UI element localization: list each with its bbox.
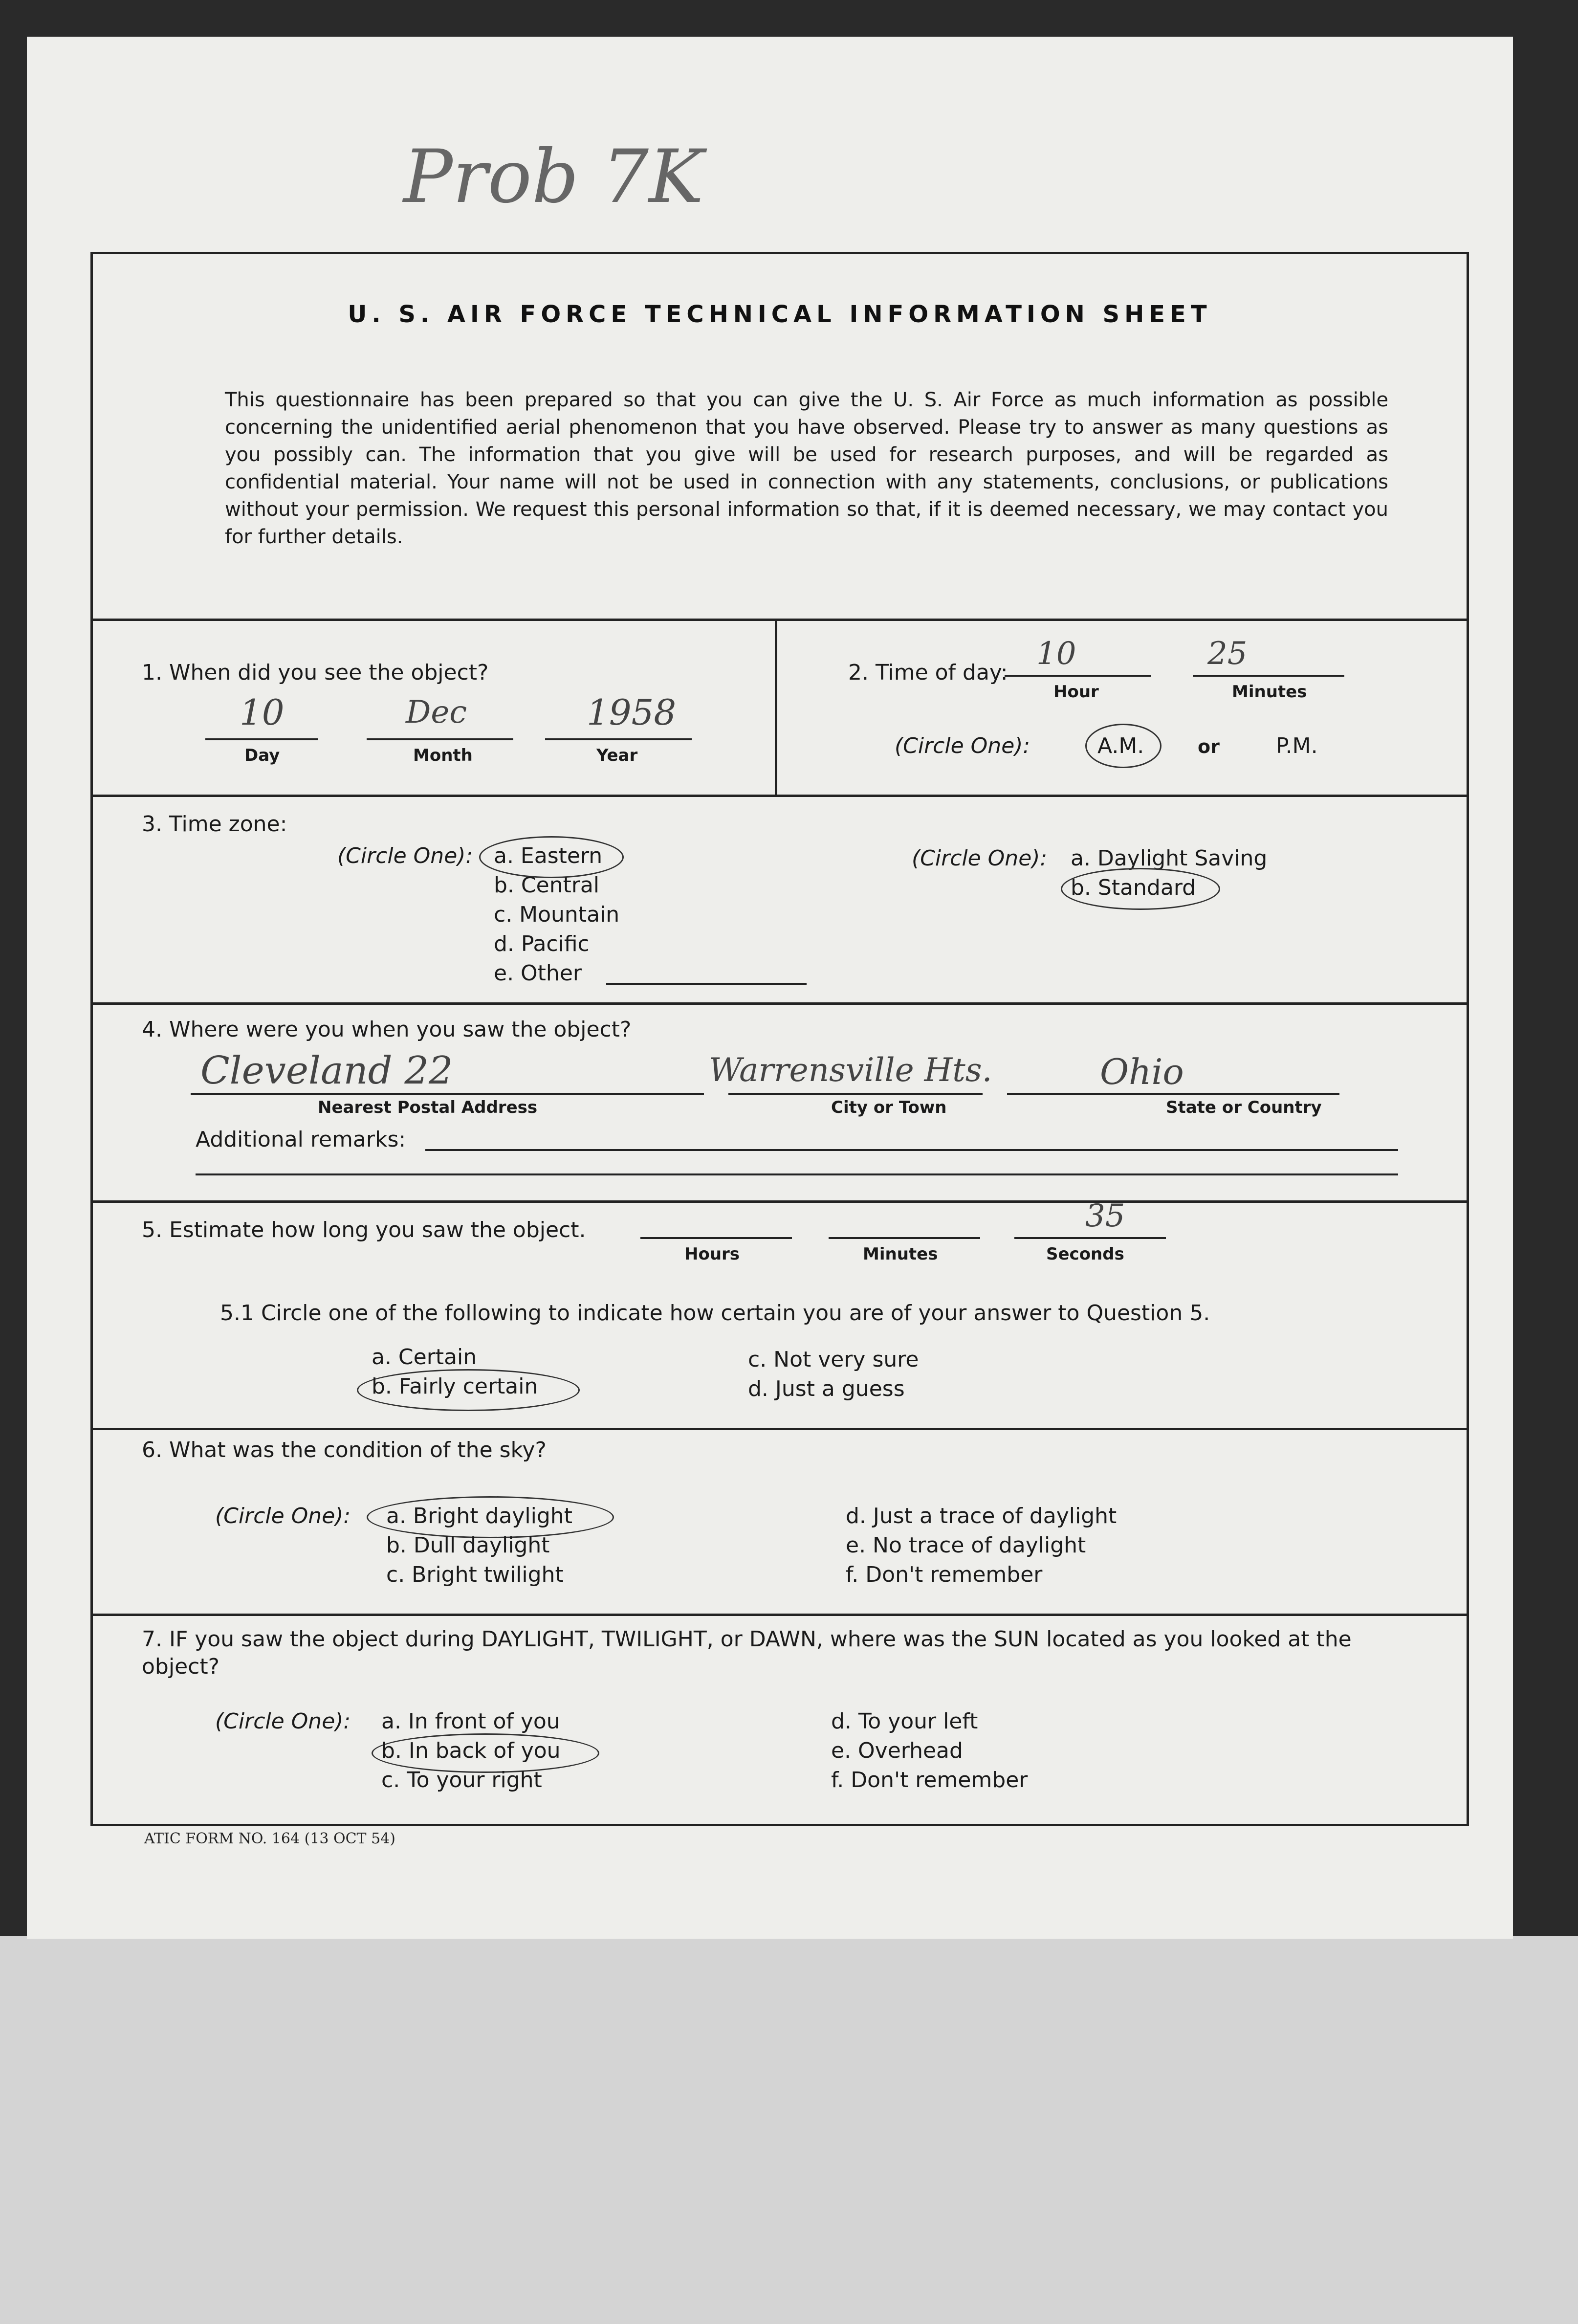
- q7-option-dont-remember[interactable]: f. Don't remember: [831, 1768, 1028, 1793]
- technical-information-sheet: [90, 252, 1469, 1826]
- q1-month-line: [367, 738, 513, 740]
- q2-label: 2. Time of day:: [848, 660, 1008, 685]
- q5-seconds-line: [1014, 1237, 1166, 1239]
- q2-minutes-value[interactable]: 25: [1207, 636, 1248, 672]
- q1-year-line: [545, 738, 692, 740]
- q4-remarks-line-2[interactable]: [196, 1173, 1398, 1175]
- q2-am-option[interactable]: A.M.: [1097, 733, 1144, 758]
- q1-label: 1. When did you see the object?: [142, 660, 489, 685]
- column-divider: [775, 621, 777, 795]
- q2-circle-one: (Circle One):: [895, 733, 1030, 758]
- q3-zone-central[interactable]: b. Central: [494, 873, 600, 898]
- q1-year-value[interactable]: 1958: [587, 692, 677, 733]
- q5-option-just-a-guess[interactable]: d. Just a guess: [748, 1376, 905, 1401]
- q5-option-not-very-sure[interactable]: c. Not very sure: [748, 1347, 919, 1372]
- form-footer: ATIC FORM NO. 164 (13 OCT 54): [144, 1830, 395, 1847]
- q5-option-certain[interactable]: a. Certain: [372, 1345, 477, 1370]
- q6-section: [93, 1430, 1467, 1616]
- q6-circle-one: (Circle One):: [215, 1504, 351, 1528]
- q4-postal-label: Nearest Postal Address: [318, 1098, 538, 1117]
- q6-option-no-trace[interactable]: e. No trace of daylight: [846, 1533, 1086, 1558]
- q6-option-dont-remember[interactable]: f. Don't remember: [846, 1562, 1043, 1587]
- q2-hour-line: [1005, 675, 1151, 677]
- q5-minutes-label: Minutes: [863, 1244, 938, 1264]
- q4-state-value[interactable]: Ohio: [1100, 1051, 1184, 1092]
- q1-day-value[interactable]: 10: [240, 692, 285, 733]
- q3-section: [93, 797, 1467, 1005]
- q7-option-to-your-left[interactable]: d. To your left: [831, 1709, 978, 1734]
- q7-option-overhead[interactable]: e. Overhead: [831, 1738, 963, 1763]
- q4-remarks-label: Additional remarks:: [196, 1127, 406, 1152]
- q3-other-line: [606, 983, 807, 985]
- q4-state-line: [1007, 1093, 1339, 1095]
- q1-day-label: Day: [244, 746, 280, 765]
- q1-year-label: Year: [596, 746, 638, 765]
- q3-zone-pacific[interactable]: d. Pacific: [494, 931, 590, 956]
- q5-section: [93, 1198, 1467, 1430]
- q7-option-in-front[interactable]: a. In front of you: [381, 1709, 560, 1734]
- q3-circle-one: (Circle One):: [337, 843, 473, 868]
- q1-month-value[interactable]: Dec: [406, 694, 467, 730]
- q5-seconds-value[interactable]: 35: [1085, 1198, 1125, 1234]
- q5-option-fairly-certain[interactable]: b. Fairly certain: [372, 1374, 538, 1399]
- q2-or-text: or: [1198, 736, 1220, 757]
- q2-minutes-line: [1193, 675, 1344, 677]
- q6-option-bright-daylight[interactable]: a. Bright daylight: [386, 1504, 572, 1528]
- form-title: U. S. AIR FORCE TECHNICAL INFORMATION SHEET: [348, 301, 1212, 328]
- q5-seconds-label: Seconds: [1046, 1244, 1124, 1264]
- q6-option-trace-of-daylight[interactable]: d. Just a trace of daylight: [846, 1504, 1117, 1528]
- q5-minutes-line: [829, 1237, 980, 1239]
- q3-zone-eastern[interactable]: a. Eastern: [494, 843, 603, 868]
- q4-postal-value[interactable]: Cleveland 22: [200, 1049, 453, 1093]
- q3-zone-other[interactable]: e. Other: [494, 961, 582, 986]
- q1-q2-section: [93, 621, 1467, 797]
- q6-option-bright-twilight[interactable]: c. Bright twilight: [386, 1562, 564, 1587]
- q3-label: 3. Time zone:: [142, 812, 287, 837]
- q7-circle-one: (Circle One):: [215, 1709, 351, 1734]
- q5-sub-label: 5.1 Circle one of the following to indicate how certain you are of your answer to Question 5.: [220, 1301, 1210, 1326]
- q3-daylight-saving[interactable]: a. Daylight Saving: [1071, 846, 1268, 871]
- q1-month-label: Month: [413, 746, 473, 765]
- q7-option-in-back[interactable]: b. In back of you: [381, 1738, 561, 1763]
- background-surface: [0, 1936, 1578, 2324]
- q4-state-label: State or Country: [1166, 1098, 1322, 1117]
- intro-paragraph: This questionnaire has been prepared so that you can give the U. S. Air Force as much information as possible concerning the unidentified aerial phenomenon that you have observed. Please try to answer as many questions as you possibly can. The information that you give will be used for research purposes, and will be regarded as confidential material. Your name will not be used in connection with any statements, conclusions, or publications without your permission. We request this personal information so that, if it is deemed necessary, we may contact you for further details.: [225, 389, 1388, 548]
- q6-label: 6. What was the condition of the sky?: [142, 1438, 547, 1462]
- q2-hour-value[interactable]: 10: [1036, 636, 1076, 672]
- q4-section: [93, 1005, 1467, 1203]
- q4-postal-line: [191, 1093, 704, 1095]
- q7-section: [93, 1616, 1467, 1824]
- q7-label: 7. IF you saw the object during DAYLIGHT, TWILIGHT, or DAWN, where was the SUN located as you looked at the object?: [142, 1627, 1352, 1679]
- q2-hour-label: Hour: [1053, 682, 1099, 702]
- q3-zone-mountain[interactable]: c. Mountain: [494, 902, 620, 927]
- q4-city-label: City or Town: [831, 1098, 947, 1117]
- q7-option-to-your-right[interactable]: c. To your right: [381, 1768, 542, 1793]
- q5-label: 5. Estimate how long you saw the object.: [142, 1217, 586, 1242]
- q6-option-dull-daylight[interactable]: b. Dull daylight: [386, 1533, 550, 1558]
- q2-minutes-label: Minutes: [1232, 682, 1307, 702]
- q3-circle-one-dst: (Circle One):: [912, 846, 1048, 871]
- q4-city-line: [728, 1093, 983, 1095]
- q5-hours-line: [640, 1237, 792, 1239]
- q4-remarks-line-1[interactable]: [425, 1149, 1398, 1151]
- handwritten-header-note: Prob 7K: [403, 134, 704, 220]
- form-page: [27, 37, 1513, 1939]
- q1-day-line: [205, 738, 318, 740]
- q4-label: 4. Where were you when you saw the object?: [142, 1017, 632, 1042]
- q5-hours-label: Hours: [684, 1244, 740, 1264]
- q3-standard[interactable]: b. Standard: [1071, 875, 1196, 900]
- q2-pm-option[interactable]: P.M.: [1276, 733, 1318, 758]
- q4-city-value[interactable]: Warrensville Hts.: [709, 1051, 992, 1089]
- intro-section: [93, 254, 1467, 621]
